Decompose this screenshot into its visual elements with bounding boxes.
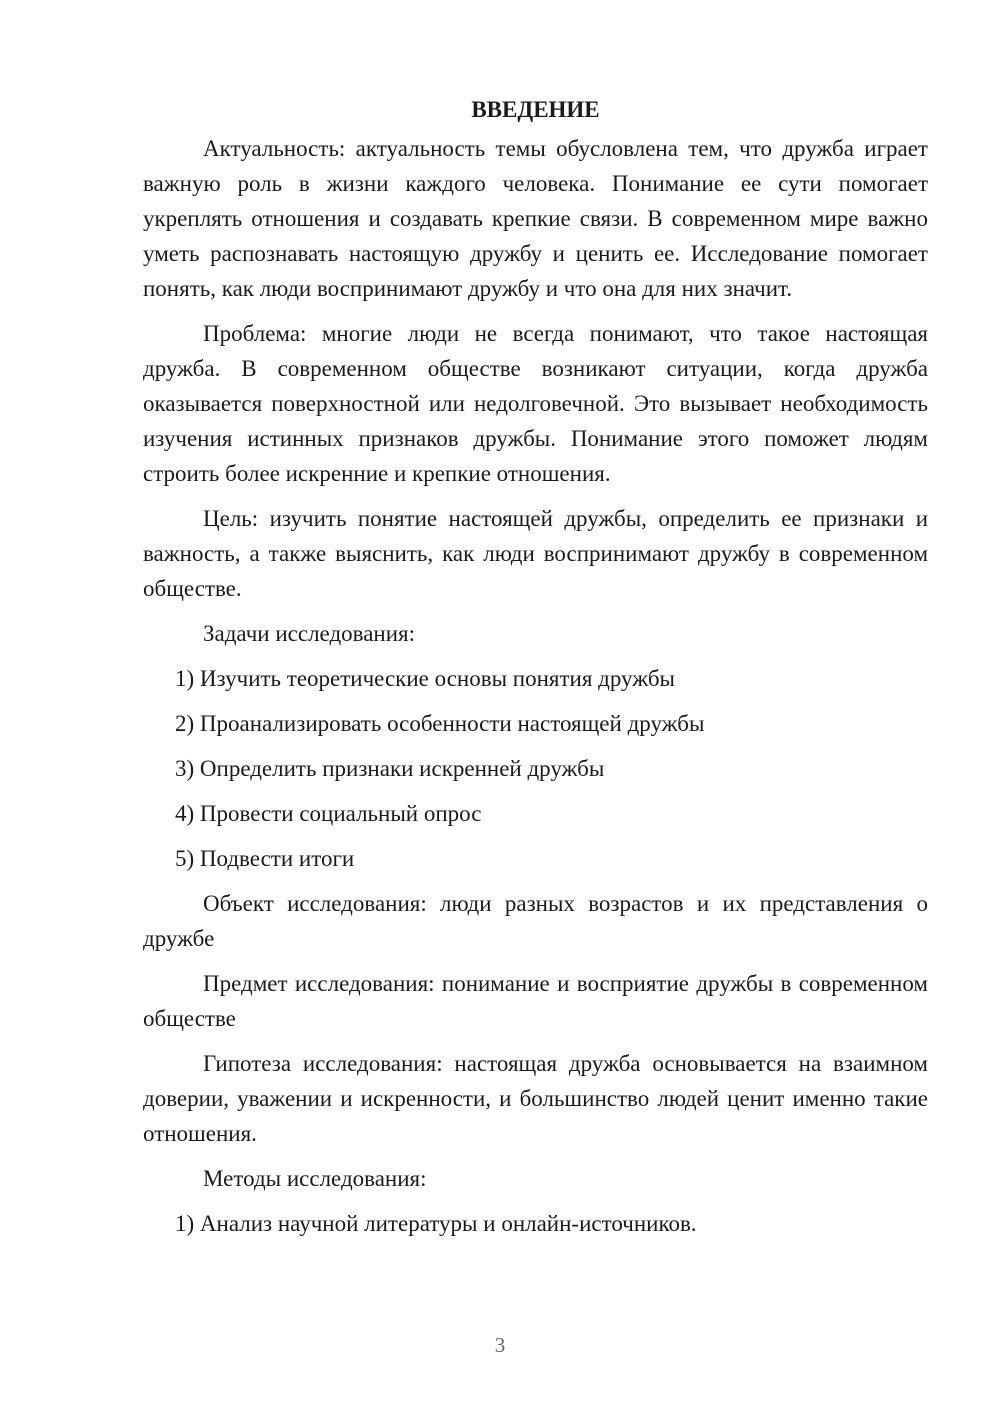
list-item: 1) Анализ научной литературы и онлайн-источников. [175,1211,697,1236]
relevance-paragraph: Актуальность: актуальность темы обусловлена тем, что дружба играет важную роль в жизни каждого человека. Понимание ее сути помогает укреплять отношения и создавать крепкие связи. В современном мире важно уметь распознавать настоящую дружбу и ценить ее. Исследование помогает понять, как люди воспринимают дружбу и что она для них значит. [143,136,928,301]
tasks-list [143,661,928,876]
list-item: 5) Подвести итоги [175,846,355,871]
page-number: 3 [494,1333,506,1357]
tasks-heading: Задачи исследования: [203,621,416,646]
list-item: 4) Провести социальный опрос [175,801,482,826]
list-item: 2) Проанализировать особенности настоящей дружбы [175,711,705,736]
subject-paragraph: Предмет исследования: понимание и восприятие дружбы в современном обществе [143,971,928,1031]
document-body [143,92,928,1251]
object-paragraph: Объект исследования: люди разных возрастов и их представления о дружбе [143,891,928,951]
methods-list [143,1206,928,1241]
hypothesis-paragraph: Гипотеза исследования: настоящая дружба основывается на взаимном доверии, уважении и искренности, и большинство людей ценит именно такие отношения. [143,1051,928,1146]
methods-heading: Методы исследования: [203,1166,427,1191]
list-item: 3) Определить признаки искренней дружбы [175,756,605,781]
list-item: 1) Изучить теоретические основы понятия дружбы [175,666,675,691]
problem-paragraph: Проблема: многие люди не всегда понимают, что такое настоящая дружба. В современном обществе возникают ситуации, когда дружба оказывается поверхностной или недолговечной. Это вызывает необходимость изучения истинных признаков дружбы. Понимание этого поможет людям строить более искренние и крепкие отношения. [143,321,928,486]
page-title: ВВЕДЕНИЕ [471,97,600,122]
goal-paragraph: Цель: изучить понятие настоящей дружбы, определить ее признаки и важность, а также выяснить, как люди воспринимают дружбу в современном обществе. [143,506,928,601]
